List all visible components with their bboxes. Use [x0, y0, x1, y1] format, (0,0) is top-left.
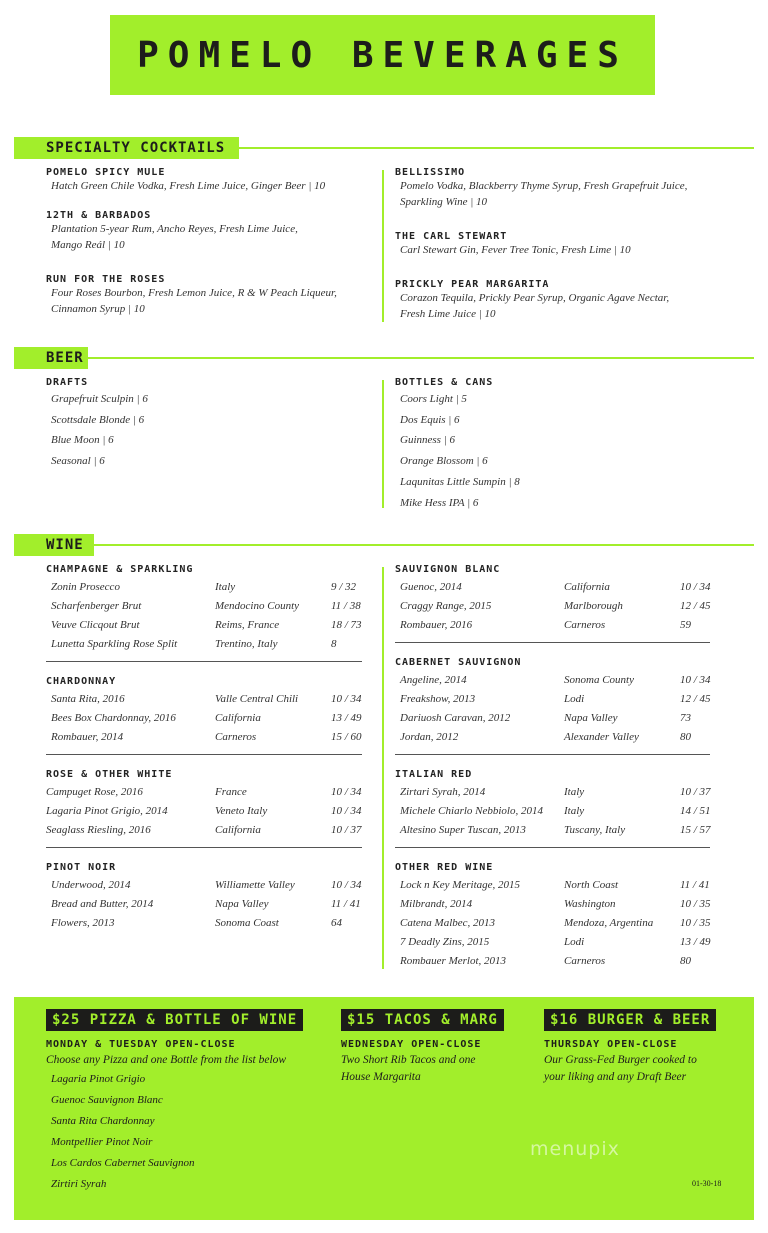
- wine-region: Lodi: [564, 936, 585, 948]
- wine-region: California: [215, 712, 261, 724]
- promo-desc: Our Grass-Fed Burger cooked to: [544, 1054, 697, 1066]
- wine-price: 10 / 34: [331, 879, 362, 891]
- drafts-heading: DRAFTS: [46, 377, 89, 388]
- wine-region: Reims, France: [215, 619, 280, 631]
- wine-category-heading: ITALIAN RED: [395, 769, 473, 780]
- wine-price: 10 / 34: [331, 805, 362, 817]
- wine-name: Lunetta Sparkling Rose Split: [51, 638, 178, 650]
- wine-region: Carneros: [564, 955, 606, 967]
- wine-name: Jordan, 2012: [400, 731, 459, 743]
- promo-label-tacos: $15 TACOS & MARG: [341, 1009, 504, 1031]
- column-divider: [382, 380, 384, 508]
- wine-name: Milbrandt, 2014: [400, 898, 473, 910]
- section-header-wine: WINE: [14, 534, 94, 556]
- promo-days: MONDAY & TUESDAY OPEN-CLOSE: [46, 1039, 236, 1050]
- wine-name: Scharfenberger Brut: [51, 600, 142, 612]
- wine-region: Italy: [564, 786, 585, 798]
- promo-desc: your liking and any Draft Beer: [544, 1071, 687, 1083]
- wine-name: Seaglass Riesling, 2016: [46, 824, 151, 836]
- wine-name: Michele Chiarlo Nebbiolo, 2014: [400, 805, 543, 817]
- wine-name: Rombauer Merlot, 2013: [400, 955, 507, 967]
- promo-days: THURSDAY OPEN-CLOSE: [544, 1039, 678, 1050]
- wine-price: 15 / 60: [331, 731, 362, 743]
- beer-item: Guinness | 6: [400, 434, 455, 446]
- wine-price: 9 / 32: [331, 581, 357, 593]
- wine-region: Trentino, Italy: [215, 638, 278, 650]
- wine-name: 7 Deadly Zins, 2015: [400, 936, 490, 948]
- promo-desc: Two Short Rib Tacos and one: [341, 1054, 476, 1066]
- wine-name: Catena Malbec, 2013: [400, 917, 496, 929]
- section-divider: [239, 147, 754, 149]
- wine-price: 11 / 41: [331, 898, 361, 910]
- wine-category-heading: CABERNET SAUVIGNON: [395, 657, 522, 668]
- wine-region: Carneros: [564, 619, 606, 631]
- category-rule: [46, 847, 362, 848]
- wine-name: Angeline, 2014: [400, 674, 467, 686]
- wine-category-heading: SAUVIGNON BLANC: [395, 564, 501, 575]
- wine-name: Campuget Rose, 2016: [46, 786, 143, 798]
- wine-price: 80: [680, 731, 691, 743]
- watermark: menupix: [530, 1138, 620, 1160]
- wine-region: Sonoma Coast: [215, 917, 279, 929]
- wine-region: Williamette Valley: [215, 879, 295, 891]
- promo-label-pizza: $25 PIZZA & BOTTLE OF WINE: [46, 1009, 303, 1031]
- bottles-heading: BOTTLES & CANS: [395, 377, 494, 388]
- beer-item: Dos Equis | 6: [400, 414, 460, 426]
- section-header-beer: BEER: [14, 347, 88, 369]
- wine-name: Dariuosh Caravan, 2012: [400, 712, 511, 724]
- promo-wine-item: Zirtiri Syrah: [51, 1178, 107, 1190]
- cocktail-item: PRICKLY PEAR MARGARITA Corazon Tequila, Prickly Pear Syrup, Organic Agave Nectar, Fresh Lime Juice | 10: [395, 279, 670, 320]
- wine-name: Guenoc, 2014: [400, 581, 462, 593]
- menu-title-banner: [110, 15, 655, 95]
- wine-category-heading: OTHER RED WINE: [395, 862, 494, 873]
- wine-price: 10 / 35: [680, 917, 711, 929]
- wine-name: Veuve Clicqout Brut: [51, 619, 140, 631]
- wine-region: Lodi: [564, 693, 585, 705]
- wine-price: 73: [680, 712, 691, 724]
- category-rule: [46, 661, 362, 662]
- wine-region: Valle Central Chili: [215, 693, 299, 705]
- promo-wine-item: Lagaria Pinot Grigio: [51, 1073, 146, 1085]
- cocktail-item: BELLISSIMO Pomelo Vodka, Blackberry Thyme Syrup, Fresh Grapefruit Juice, Sparkling Wine | 10: [395, 167, 688, 208]
- wine-name: Lagaria Pinot Grigio, 2014: [46, 805, 168, 817]
- wine-name: Bees Box Chardonnay, 2016: [51, 712, 176, 724]
- wine-name: Rombauer, 2014: [51, 731, 124, 743]
- wine-price: 10 / 34: [680, 581, 711, 593]
- promo-desc: Choose any Pizza and one Bottle from the list below: [46, 1054, 287, 1066]
- wine-region: France: [215, 786, 247, 798]
- wine-name: Bread and Butter, 2014: [51, 898, 154, 910]
- wine-name: Altesino Super Tuscan, 2013: [400, 824, 526, 836]
- wine-price: 13 / 49: [680, 936, 711, 948]
- beer-item: Scottsdale Blonde | 6: [51, 414, 145, 426]
- promo-wine-item: Guenoc Sauvignon Blanc: [51, 1094, 163, 1106]
- wine-price: 80: [680, 955, 691, 967]
- cocktail-item: THE CARL STEWART Carl Stewart Gin, Fever Tree Tonic, Fresh Lime | 10: [395, 231, 631, 256]
- wine-price: 10 / 34: [680, 674, 711, 686]
- section-header-cocktails: SPECIALTY COCKTAILS: [14, 137, 239, 159]
- wine-name: Lock n Key Meritage, 2015: [400, 879, 521, 891]
- wine-region: Tuscany, Italy: [564, 824, 626, 836]
- category-rule: [395, 642, 710, 643]
- wine-name: Flowers, 2013: [51, 917, 115, 929]
- beer-item: Grapefruit Sculpin | 6: [51, 393, 148, 405]
- wine-region: Alexander Valley: [564, 731, 639, 743]
- wine-price: 11 / 41: [680, 879, 710, 891]
- wine-region: Napa Valley: [215, 898, 269, 910]
- beer-item: Seasonal | 6: [51, 455, 105, 467]
- wine-region: Sonoma County: [564, 674, 634, 686]
- wine-name: Santa Rita, 2016: [51, 693, 125, 705]
- wine-name: Underwood, 2014: [51, 879, 131, 891]
- wine-price: 10 / 35: [680, 898, 711, 910]
- beer-item: Orange Blossom | 6: [400, 455, 488, 467]
- wine-price: 11 / 38: [331, 600, 361, 612]
- wine-price: 14 / 51: [680, 805, 711, 817]
- category-rule: [46, 754, 362, 755]
- wine-region: North Coast: [564, 879, 619, 891]
- wine-price: 10 / 34: [331, 693, 362, 705]
- cocktail-item: 12TH & BARBADOS Plantation 5-year Rum, Ancho Reyes, Fresh Lime Juice, Mango Reál | 10: [46, 210, 298, 251]
- wine-region: California: [564, 581, 610, 593]
- wine-price: 13 / 49: [331, 712, 362, 724]
- wine-category-heading: CHARDONNAY: [46, 676, 117, 687]
- wine-region: Mendoza, Argentina: [564, 917, 654, 929]
- wine-region: Italy: [215, 581, 236, 593]
- wine-category-heading: PINOT NOIR: [46, 862, 117, 873]
- beer-item: Mike Hess IPA | 6: [400, 497, 479, 509]
- wine-region: Napa Valley: [564, 712, 618, 724]
- section-divider: [94, 544, 754, 546]
- promo-wine-item: Montpellier Pinot Noir: [51, 1136, 153, 1148]
- wine-name: Rombauer, 2016: [400, 619, 473, 631]
- wine-price: 12 / 45: [680, 693, 711, 705]
- cocktail-item: POMELO SPICY MULE Hatch Green Chile Vodka, Fresh Lime Juice, Ginger Beer | 10: [46, 167, 326, 192]
- menu-title: POMELO BEVERAGES: [137, 34, 628, 76]
- wine-region: Carneros: [215, 731, 257, 743]
- wine-region: Veneto Italy: [215, 805, 268, 817]
- wine-name: Craggy Range, 2015: [400, 600, 492, 612]
- wine-category-heading: ROSE & OTHER WHITE: [46, 769, 173, 780]
- wine-name: Zonin Prosecco: [51, 581, 120, 593]
- wine-region: California: [215, 824, 261, 836]
- beer-item: Blue Moon | 6: [51, 434, 114, 446]
- wine-name: Freakshow, 2013: [400, 693, 476, 705]
- cocktail-item: RUN FOR THE ROSES Four Roses Bourbon, Fresh Lemon Juice, R & W Peach Liqueur, Cinnamon Syrup | 10: [46, 274, 337, 315]
- wine-price: 8: [331, 638, 337, 650]
- category-rule: [395, 754, 710, 755]
- category-rule: [395, 847, 710, 848]
- promo-days: WEDNESDAY OPEN-CLOSE: [341, 1039, 482, 1050]
- beer-item: Laqunitas Little Sumpin | 8: [400, 476, 520, 488]
- promo-wine-item: Santa Rita Chardonnay: [51, 1115, 155, 1127]
- column-divider: [382, 170, 384, 322]
- section-divider: [88, 357, 754, 359]
- wine-region: Italy: [564, 805, 585, 817]
- print-date: 01-30-18: [692, 1179, 722, 1188]
- wine-category-heading: CHAMPAGNE & SPARKLING: [46, 564, 194, 575]
- wine-region: Marlborough: [564, 600, 623, 612]
- wine-region: Mendocino County: [215, 600, 300, 612]
- wine-price: 12 / 45: [680, 600, 711, 612]
- wine-region: Washington: [564, 898, 616, 910]
- wine-price: 10 / 37: [331, 824, 362, 836]
- wine-price: 10 / 37: [680, 786, 711, 798]
- wine-price: 59: [680, 619, 691, 631]
- promo-wine-item: Los Cardos Cabernet Sauvignon: [51, 1157, 195, 1169]
- wine-price: 18 / 73: [331, 619, 362, 631]
- wine-price: 64: [331, 917, 342, 929]
- column-divider: [382, 567, 384, 969]
- wine-price: 15 / 57: [680, 824, 711, 836]
- wine-price: 10 / 34: [331, 786, 362, 798]
- promo-label-burger: $16 BURGER & BEER: [544, 1009, 716, 1031]
- promo-desc: House Margarita: [341, 1071, 421, 1083]
- wine-name: Zirtari Syrah, 2014: [400, 786, 486, 798]
- beer-item: Coors Light | 5: [400, 393, 467, 405]
